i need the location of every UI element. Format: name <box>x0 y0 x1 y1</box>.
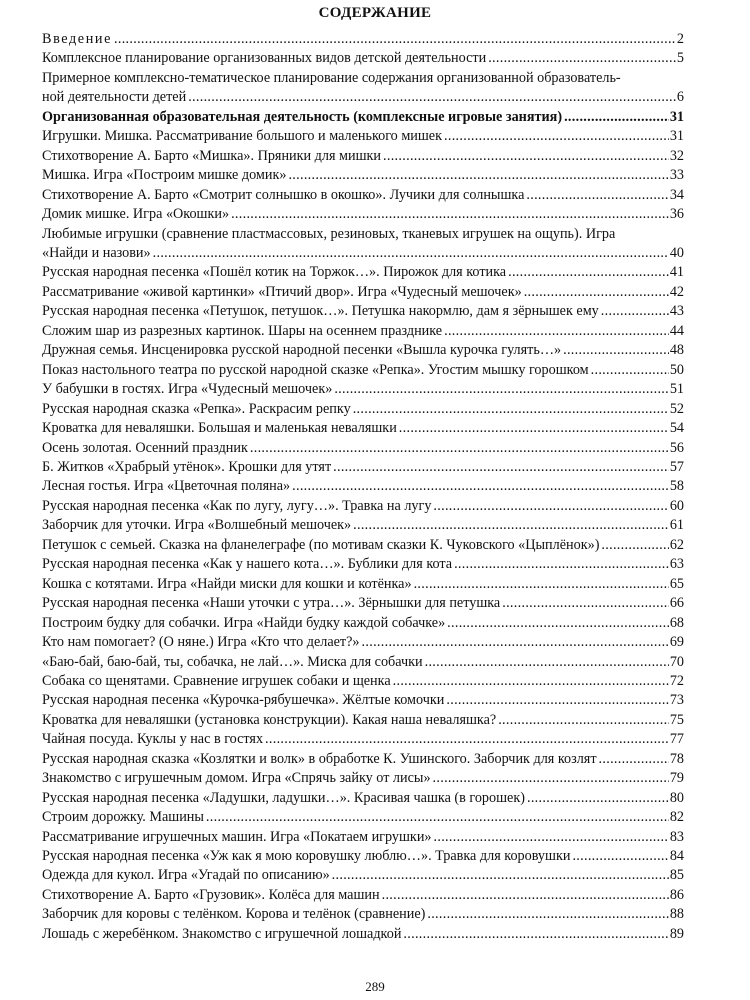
toc-entry[interactable] <box>42 886 684 905</box>
toc-entry[interactable] <box>42 594 684 613</box>
toc-entry-page: 83 <box>669 828 684 845</box>
dot-leader <box>561 341 669 360</box>
toc-entry-page: 42 <box>669 283 684 300</box>
dot-leader <box>401 925 668 944</box>
toc-entry-page: 5 <box>676 50 684 67</box>
toc-entry[interactable] <box>42 380 684 399</box>
toc-entry-title: Стихотворение А. Барто «Мишка». Пряники для мишки <box>42 147 382 164</box>
toc-entry[interactable] <box>42 69 684 108</box>
toc-entry-title: Русская народная песенка «Как у нашего кота…». Бублики для кота <box>42 556 453 573</box>
toc-entry-page: 34 <box>669 186 684 203</box>
toc-entry-page: 57 <box>669 458 684 475</box>
toc-entry-title: Б. Житков «Храбрый утёнок». Крошки для утят <box>42 458 332 475</box>
dot-leader <box>599 302 669 321</box>
toc-entry[interactable] <box>42 925 684 944</box>
toc-entry-title: Лесная гостья. Игра «Цветочная поляна» <box>42 478 291 495</box>
dot-leader <box>332 380 669 399</box>
toc-entry[interactable] <box>42 730 684 749</box>
dot-leader <box>452 555 669 574</box>
toc-entry[interactable] <box>42 439 684 458</box>
dot-leader <box>412 575 669 594</box>
toc-entry-title: Дружная семья. Инсценировка русской народной песенки «Вышла курочка гулять…» <box>42 342 562 359</box>
toc-entry-page: 88 <box>669 906 684 923</box>
toc-entry-title: Чайная посуда. Куклы у нас в гостях <box>42 731 264 748</box>
toc-entry-title: «Баю-бай, баю-бай, ты, собачка, не лай…». Миска для собачки <box>42 653 423 670</box>
page-number: 289 <box>365 979 385 994</box>
toc-entry-title: Домик мишке. Игра «Окошки» <box>42 206 230 223</box>
toc-entry[interactable] <box>42 847 684 866</box>
toc-entry[interactable] <box>42 186 684 205</box>
toc-entry[interactable] <box>42 225 684 264</box>
toc-entry-title: Организованная образовательная деятельность (комплексные игровые занятия) <box>42 108 563 125</box>
toc-entry-title: Показ настольного театра по русской народной сказке «Репка». Угостим мышку горошком <box>42 361 589 378</box>
toc-entry-page: 31 <box>669 108 684 125</box>
toc-entry-page: 58 <box>669 478 684 495</box>
toc-entry[interactable] <box>42 147 684 166</box>
toc-entry-page: 54 <box>669 420 684 437</box>
toc-entry[interactable] <box>42 108 684 127</box>
toc-entry-title: Петушок с семьей. Сказка на фланелеграфе (по мотивам сказки К. Чуковского «Цыплёнок») <box>42 536 600 553</box>
toc-entry[interactable] <box>42 516 684 535</box>
dot-leader <box>486 49 676 68</box>
toc-entry[interactable] <box>42 575 684 594</box>
toc-entry-page: 65 <box>669 575 684 592</box>
toc-entry-title: Одежда для кукол. Игра «Угадай по описанию» <box>42 867 330 884</box>
dot-leader <box>330 866 669 885</box>
dot-leader <box>331 458 669 477</box>
toc-entry[interactable] <box>42 672 684 691</box>
toc-entry-title: Собака со щенятами. Сравнение игрушек собаки и щенка <box>42 672 391 689</box>
toc-entry-title: Кроватка для неваляшки (установка конструкции). Какая наша неваляшка? <box>42 711 497 728</box>
dot-leader <box>186 88 676 107</box>
dot-leader <box>360 633 669 652</box>
toc-entry-page: 63 <box>669 556 684 573</box>
toc-entry-title: Кошка с котятами. Игра «Найди миски для кошки и котёнка» <box>42 575 412 592</box>
dot-leader <box>496 711 669 730</box>
toc-entry-page: 72 <box>669 672 684 689</box>
toc-entry[interactable] <box>42 477 684 496</box>
toc-entry-page: 73 <box>669 692 684 709</box>
dot-leader <box>431 769 669 788</box>
toc-entry-title: Заборчик для уточки. Игра «Волшебный мешочек» <box>42 517 352 534</box>
toc-entry[interactable] <box>42 127 684 146</box>
toc-entry-page: 36 <box>669 206 684 223</box>
toc-entry-page: 68 <box>669 614 684 631</box>
dot-leader <box>425 905 668 924</box>
toc-entry-title: У бабушки в гостях. Игра «Чудесный мешочек» <box>42 381 333 398</box>
toc-entry[interactable] <box>42 536 684 555</box>
dot-leader <box>397 419 669 438</box>
toc-entry-page: 82 <box>669 809 684 826</box>
toc-entry-page: 75 <box>669 711 684 728</box>
dot-leader <box>597 750 669 769</box>
toc-entry-title: Сложим шар из разрезных картинок. Шары на осеннем празднике <box>42 322 443 339</box>
toc-entry[interactable] <box>42 828 684 847</box>
toc-entry-page: 56 <box>669 439 684 456</box>
toc-entry-title: Русская народная песенка «Уж как я мою коровушку люблю…». Травка для коровушки <box>42 848 571 865</box>
dot-leader <box>263 730 669 749</box>
dot-leader <box>431 497 668 516</box>
toc-entry-page: 52 <box>669 400 684 417</box>
toc-entry[interactable] <box>42 614 684 633</box>
toc-entry[interactable] <box>42 769 684 788</box>
toc-entry-title: Стихотворение А. Барто «Грузовик». Колёса для машин <box>42 886 380 903</box>
dot-leader <box>442 322 669 341</box>
toc-entry-page: 41 <box>669 264 684 281</box>
dot-leader <box>290 477 669 496</box>
toc-entry-page: 43 <box>669 303 684 320</box>
toc-entry[interactable] <box>42 205 684 224</box>
toc-entry-title: Кроватка для неваляшки. Большая и маленькая неваляшки <box>42 420 397 437</box>
toc-entry-page: 66 <box>669 595 684 612</box>
toc-entry-page: 32 <box>669 147 684 164</box>
toc-entry-title: Стихотворение А. Барто «Смотрит солнышко в окошко». Лучики для солнышка <box>42 186 525 203</box>
toc-entry-page: 86 <box>669 886 684 903</box>
toc-entry[interactable] <box>42 322 684 341</box>
toc-entry-page: 6 <box>676 89 684 106</box>
dot-leader <box>351 400 669 419</box>
toc-entry[interactable] <box>42 866 684 885</box>
toc-entry[interactable] <box>42 458 684 477</box>
table-of-contents <box>42 30 684 944</box>
dot-leader <box>204 808 669 827</box>
dot-leader <box>589 361 669 380</box>
dot-leader <box>391 672 669 691</box>
toc-entry-title: Введение <box>42 31 112 47</box>
dot-leader <box>506 263 669 282</box>
toc-entry-page: 40 <box>669 244 684 261</box>
dot-leader <box>599 536 668 555</box>
dot-leader <box>151 244 669 263</box>
dot-leader <box>432 828 669 847</box>
toc-entry-title: Русская народная песенка «Наши уточки с утра…». Зёрнышки для петушка <box>42 595 501 612</box>
dot-leader <box>562 108 669 127</box>
toc-entry-title: Построим будку для собачки. Игра «Найди будку каждой собачке» <box>42 614 446 631</box>
dot-leader <box>112 30 676 49</box>
toc-entry[interactable] <box>42 30 684 49</box>
toc-entry-title: Заборчик для коровы с телёнком. Корова и телёнок (сравнение) <box>42 906 426 923</box>
toc-entry-page: 77 <box>669 731 684 748</box>
dot-leader <box>500 594 669 613</box>
toc-entry-title: Мишка. Игра «Построим мишке домик» <box>42 167 287 184</box>
toc-entry[interactable] <box>42 49 684 68</box>
dot-leader <box>570 847 668 866</box>
toc-entry-title: Рассматривание игрушечных машин. Игра «Покатаем игрушки» <box>42 828 432 845</box>
toc-entry[interactable] <box>42 166 684 185</box>
toc-entry[interactable] <box>42 283 684 302</box>
toc-entry-page: 70 <box>669 653 684 670</box>
toc-entry[interactable] <box>42 905 684 924</box>
toc-entry-title: Русская народная песенка «Петушок, петушок…». Петушка накормлю, дам я зёрнышек ему <box>42 303 599 320</box>
toc-entry-title: Русская народная песенка «Курочка-рябушечка». Жёлтые комочки <box>42 692 445 709</box>
toc-entry-page: 79 <box>669 770 684 787</box>
toc-entry[interactable] <box>42 341 684 360</box>
toc-entry-page: 89 <box>669 925 684 942</box>
toc-entry[interactable] <box>42 302 684 321</box>
toc-entry-title: «Найди и назови» <box>42 244 151 261</box>
toc-entry-page: 78 <box>669 750 684 767</box>
toc-entry-title: Осень золотая. Осенний праздник <box>42 439 248 456</box>
toc-entry-title: Строим дорожку. Машины <box>42 809 204 826</box>
dot-leader <box>442 127 669 146</box>
toc-entry-page: 62 <box>669 536 684 553</box>
toc-entry-page: 33 <box>669 167 684 184</box>
dot-leader <box>524 186 668 205</box>
toc-entry-title: Лошадь с жеребёнком. Знакомство с игрушечной лошадкой <box>42 925 402 942</box>
toc-entry-page: 48 <box>669 342 684 359</box>
toc-entry-title: Русская народная песенка «Ладушки, ладушки…». Красивая чашка (в горошек) <box>42 789 525 806</box>
toc-entry-title: Кто нам помогает? (О няне.) Игра «Кто что делает?» <box>42 634 360 651</box>
toc-entry-title-line1: Любимые игрушки (сравнение пластмассовых, резиновых, тканевых игрушек на ощупь). Игра <box>42 225 616 242</box>
toc-entry[interactable] <box>42 789 684 808</box>
dot-leader <box>229 205 669 224</box>
toc-entry[interactable] <box>42 400 684 419</box>
dot-leader <box>444 691 668 710</box>
toc-entry[interactable] <box>42 750 684 769</box>
toc-entry[interactable] <box>42 497 684 516</box>
dot-leader <box>525 789 669 808</box>
toc-entry-page: 2 <box>676 31 684 47</box>
toc-entry-title: Русская народная сказка «Козлятки и волк» в обработке К. Ушинского. Заборчик для козлят <box>42 750 597 767</box>
dot-leader <box>248 439 669 458</box>
toc-entry-title: Комплексное планирование организованных видов детской деятельности <box>42 50 487 67</box>
dot-leader <box>445 614 669 633</box>
toc-entry-page: 31 <box>669 128 684 145</box>
toc-entry[interactable] <box>42 555 684 574</box>
toc-title: СОДЕРЖАНИЕ <box>318 5 432 21</box>
toc-entry[interactable] <box>42 691 684 710</box>
toc-entry[interactable] <box>42 263 684 282</box>
toc-entry-title: Рассматривание «живой картинки» «Птичий двор». Игра «Чудесный мешочек» <box>42 283 522 300</box>
toc-entry[interactable] <box>42 653 684 672</box>
toc-entry[interactable] <box>42 711 684 730</box>
toc-entry[interactable] <box>42 419 684 438</box>
dot-leader <box>286 166 668 185</box>
toc-entry-title-line1: Примерное комплексно-тематическое планирование содержания организованной образователь- <box>42 69 621 86</box>
toc-entry-page: 60 <box>669 497 684 514</box>
toc-entry[interactable] <box>42 361 684 380</box>
toc-entry-title: Русская народная сказка «Репка». Раскрасим репку <box>42 400 351 417</box>
toc-entry[interactable] <box>42 808 684 827</box>
dot-leader <box>380 886 669 905</box>
dot-leader <box>381 147 669 166</box>
toc-entry-page: 61 <box>669 517 684 534</box>
toc-entry-title: Знакомство с игрушечным домом. Игра «Спрячь зайку от лисы» <box>42 770 431 787</box>
toc-entry-page: 80 <box>669 789 684 806</box>
toc-entry-page: 84 <box>669 848 684 865</box>
toc-entry[interactable] <box>42 633 684 652</box>
toc-entry-title: Русская народная песенка «Пошёл котик на Торжок…». Пирожок для котика <box>42 264 507 281</box>
dot-leader <box>423 653 669 672</box>
toc-entry-page: 85 <box>669 867 684 884</box>
toc-entry-title: Игрушки. Мишка. Рассматривание большого и маленького мишек <box>42 128 442 145</box>
toc-entry-page: 50 <box>669 361 684 378</box>
dot-leader <box>522 283 669 302</box>
toc-entry-page: 51 <box>669 381 684 398</box>
toc-entry-page: 69 <box>669 634 684 651</box>
toc-entry-page: 44 <box>669 322 684 339</box>
dot-leader <box>351 516 669 535</box>
toc-entry-title: ной деятельности детей <box>42 89 187 106</box>
toc-entry-title: Русская народная песенка «Как по лугу, лугу…». Травка на лугу <box>42 497 432 514</box>
